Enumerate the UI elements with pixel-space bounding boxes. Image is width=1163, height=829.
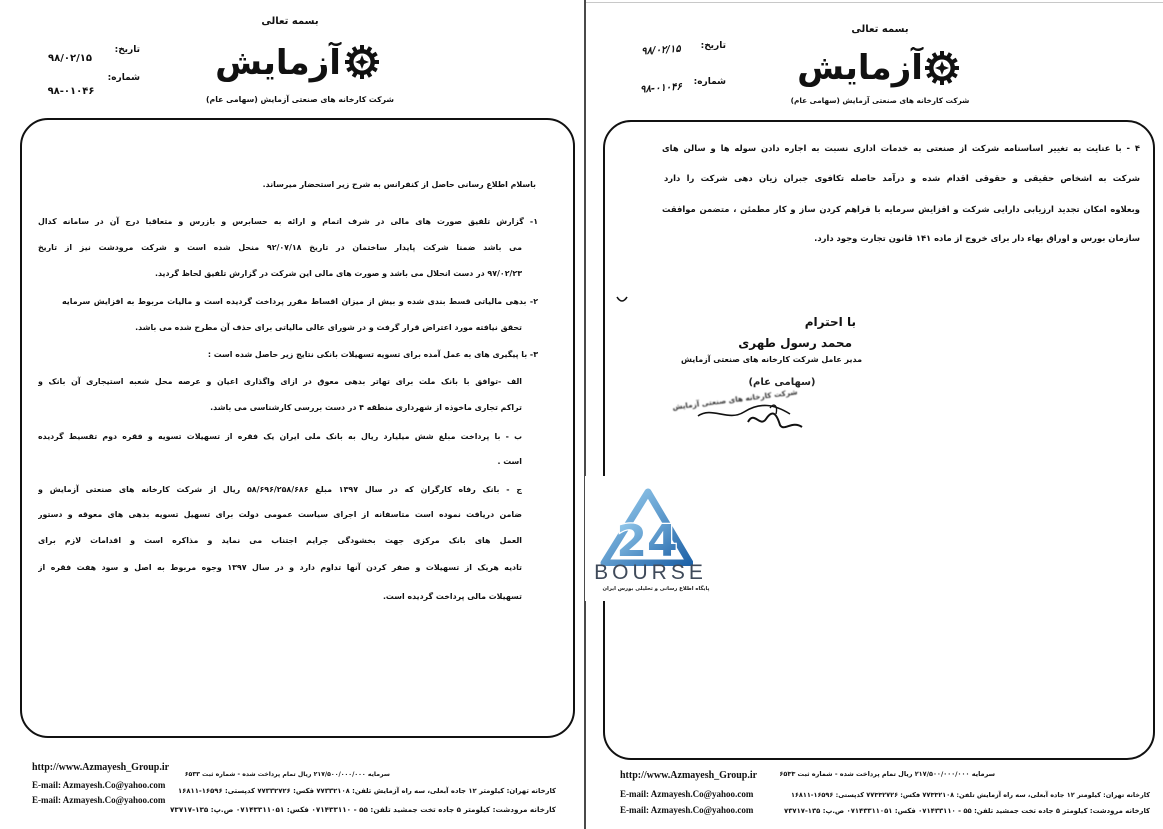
footer-email: E-mail: Azmayesh.Co@yahoo.com [620,789,754,799]
signer-title: مدیر عامل شرکت کارخانه های صنعتی آزمایش [681,355,862,364]
footer-capital: سرمایه ۲۱۷/۵۰۰/۰۰۰/۰۰۰ ریال تمام پرداخت شده - شماره ثبت ۶۵۳۳ [779,770,995,778]
body-line: ۹۷/۰۲/۲۳ در دست انحلال می باشد و صورت های مالی این شرکت در گزارش تلفیق لحاظ گردید. [154,269,522,278]
footer-website: http://www.Azmayesh_Group.ir [620,770,758,781]
date-label: تاریخ: [114,45,140,55]
body-line: است . [497,457,522,466]
date-value: ۹۸/۰۲/۱۵ [48,53,92,64]
bourse24-brand: BOURSE [594,562,707,584]
company-logo-wordmark: آزمایش [797,48,923,88]
body-line: شرکت به اشخاص حقیقی و حقوقی اقدام شده و درآمد حاصله تکافوی جبران زیان دهی شرکت را دارد [664,173,1140,183]
body-line: ۲- بدهی مالیاتی قسط بندی شده و بیش از میزان اقساط مقرر پرداخت گردیده است و مالیات مربوط به افزایش سرمایه [62,297,538,306]
body-line: تحقق نیافته مورد اعتراض قرار گرفت و در شورای عالی مالیاتی برای حذف آن مطرح شده می باشد. [135,323,522,332]
bourse24-tagline: پایگاه اطلاع رسانی و تحلیلی بورس ایران [602,586,710,592]
footer-marvdasht-address: کارخانه مرودشت: کیلومتر ۵ جاده تخت جمشید تلفن: ۵۵ - ۰۷۱۴۳۳۱۱۰ فکس: ۰۷۱۴۳۳۱۱۰۵۱ ص.پ: ۱۳۵-۷۳۷۱۷ [784,807,1150,815]
footer-email: E-mail: Azmayesh.Co@yahoo.com [620,805,754,815]
punch-mark-icon [615,292,629,306]
signer-name: محمد رسول طهری [738,336,852,350]
page-top-edge [586,2,1163,3]
closing-line: با احترام [804,315,856,329]
footer-tehran-address: کارخانه تهران: کیلومتر ۱۲ جاده آبعلی، سه راه آزمایش تلفن: ۷۷۳۳۲۱۰۸ فکس: ۷۷۳۳۲۷۲۶ کدپستی: ۱۶۵۹۶-۱۶۸۱۱ [790,791,1150,799]
footer-email: E-mail: Azmayesh.Co@yahoo.com [32,780,166,790]
gear-emblem-icon [344,44,380,80]
company-logo-wordmark: آزمایش [215,43,341,83]
body-line: العمل های بانک مرکزی جهت بخشودگی جرایم اجتناب می نماید و مذاکره است و اقدامات لازم برای [38,536,522,545]
body-line: ۴ - با عنایت به تغییر اساسنامه شرکت از صنعتی به خدمات اداری نسبت به اجاره دادن سوله ها و سالن های [662,143,1140,153]
company-name: شرکت کارخانه های صنعتی آزمایش (سهامی عام) [206,95,394,104]
footer-email: E-mail: Azmayesh.Co@yahoo.com [32,795,166,805]
greeting-line: باسلام اطلاع رسانی حاصل از کنفرانس به شرح زیر استحضار میرساند. [262,180,536,189]
date-value: ۹۸/۰۲/۱۵ [640,43,682,58]
number-value: ۹۸-۰۱۰۴۶ [639,81,683,96]
page-divider [584,0,586,829]
body-line: ضامن دریافت نموده است متاسفانه از اجرای سیاست عمومی دولت برای تسهیل تسویه بدهی های معوقه و دستور [38,510,522,519]
body-line: تراکم تجاری ماخوذه از شهرداری منطقه ۴ در دست بررسی کارشناسی می باشد. [210,403,522,412]
body-line: ب - با پرداخت مبلغ شش میلیارد ریال به بانک ملی ایران یک فقره از تسهیلات تسویه و فقره دوم تقسیط گردیده [38,432,522,441]
body-line: تسهیلات مالی پرداخت گردیده است. [382,592,522,601]
company-name: شرکت کارخانه های صنعتی آزمایش (سهامی عام) [790,96,970,105]
footer-marvdasht-address: کارخانه مرودشت: کیلومتر ۵ جاده تخت جمشید تلفن: ۵۵ - ۰۷۱۴۳۳۱۱۰ فکس: ۰۷۱۴۳۳۱۱۰۵۱ ص.پ: ۱۳۵-۷۳۷۱۷ [170,805,556,814]
bourse24-watermark [585,476,716,601]
body-line: وبعلاوه امکان تجدید ارزیابی دارایی شرکت و افزایش سرمایه با فراهم کردن ساز و کار مطمئن ، متضمن موافقت [662,204,1140,214]
footer-capital: سرمایه ۲۱۷/۵۰۰/۰۰۰/۰۰۰ ریال تمام پرداخت شده - شماره ثبت ۶۵۳۳ [184,771,390,778]
gear-emblem-icon [924,50,960,86]
basmala: بسمه تعالی [261,16,319,27]
body-line: ۱- گزارش تلفیق صورت های مالی در شرف اتمام و ارائه به حسابرس و بازرس و متعاقبا درج آن در سامانه کدال [38,217,538,226]
body-line: تادیه هریک از تسهیلات و صفر کردن آنها تداوم دارد و در سال ۱۳۹۷ وجوه مربوط به اصل و سود هفت فقره از [38,563,522,572]
date-label: تاریخ: [700,41,726,51]
bourse24-logo-icon [598,488,693,566]
body-line: ۳- با پیگیری های به عمل آمده برای تسویه تسهیلات بانکی نتایج زیر حاصل شده است : [207,350,538,359]
footer-tehran-address: کارخانه تهران: کیلومتر ۱۲ جاده آبعلی، سه راه آزمایش تلفن: ۷۷۳۳۲۱۰۸ فکس: ۷۷۳۳۲۷۲۶ کدپستی: ۱۶۵۹۶-۱۶۸۱۱ [178,787,556,795]
bourse24-number: 24 [616,516,678,566]
body-line: الف -توافق با بانک ملت برای تهاتر بدهی معوق در ازای واگذاری اعیان و عرصه محل شعبه استیجاری آن بانک و [38,377,522,386]
body-line: سازمان بورس و اوراق بهاء دار برای خروج از ماده ۱۴۱ قانون تجارت وجود دارد. [814,233,1140,243]
basmala: بسمه تعالی [851,24,909,35]
stamp-company-type: (سهامی عام) [748,377,816,388]
body-line: می باشد ضمنا شرکت پایدار ساختمان در تاریخ ۹۲/۰۷/۱۸ منحل شده است و شرکت مرودشت نیز از تاریخ [38,243,522,252]
footer-website: http://www.Azmayesh_Group.ir [32,762,170,773]
signature-scribble [690,392,810,434]
body-line: ج - بانک رفاه کارگران که در سال ۱۳۹۷ مبلغ ۵۸/۶۹۶/۲۵۸/۶۸۶ ریال از شرکت کارخانه های صنعتی آزمایش و [38,485,522,494]
number-label: شماره: [693,77,726,87]
company-stamp: شرکت کارخانه های صنعتی آزمایش [671,387,798,412]
number-label: شماره: [107,73,140,83]
number-value: ۹۸-۰۱۰۴۶ [47,86,95,97]
